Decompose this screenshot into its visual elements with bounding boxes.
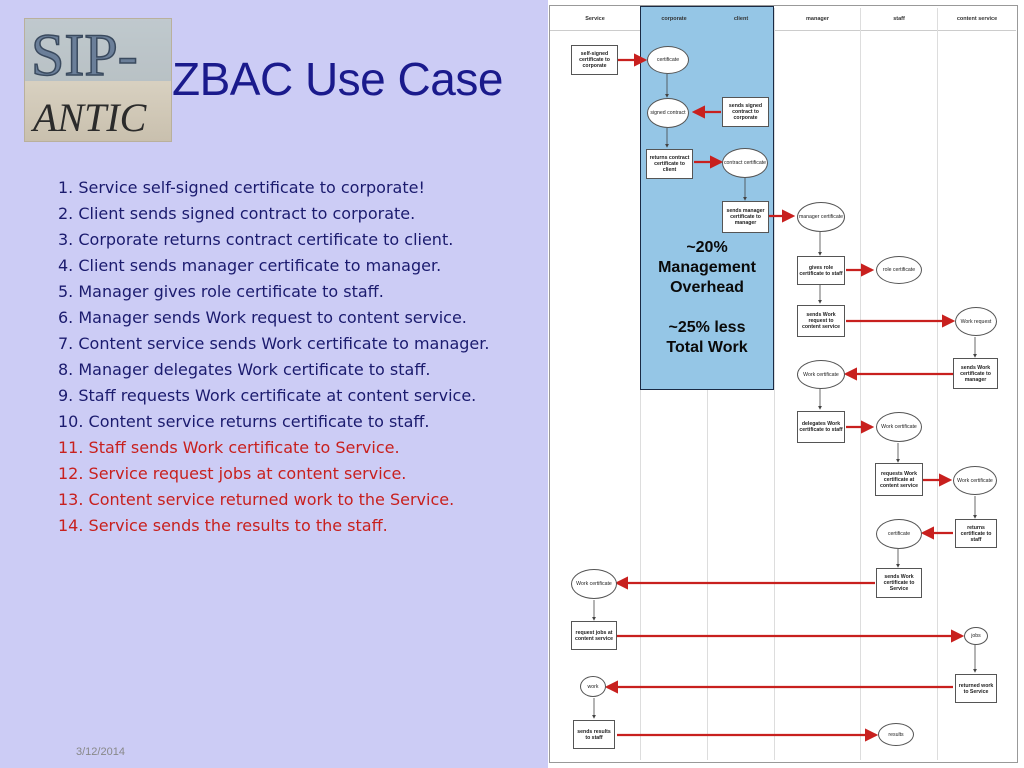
node-request-jobs: request jobs at content service [571,621,617,650]
node-role-certificate: role certificate [876,256,922,284]
node-sends-manager-certificate: sends manager certificate to manager [722,201,769,233]
step-item: 7. Content service sends Work certificate to manager. [58,334,490,353]
node-signed-contract: signed contract [647,98,689,128]
node-work-certificate-manager: Work certificate [797,360,845,389]
column-header-service: Service [585,16,605,22]
node-gives-role-certificate: gives role certificate to staff [797,256,845,285]
node-sends-signed-contract: sends signed contract to corporate [722,97,769,127]
step-item: 9. Staff requests Work certificate at content service. [58,386,477,405]
node-sends-work-request: sends Work request to content service [797,305,845,337]
slide-date: 3/12/2014 [76,746,125,758]
step-item-highlight: 11. Staff sends Work certificate to Service. [58,438,400,457]
node-returns-contract-certificate: returns contract certificate to client [646,149,693,179]
step-item: 6. Manager sends Work request to content service. [58,308,467,327]
node-sends-work-certificate-manager: sends Work certificate to manager [953,358,998,389]
node-requests-work-certificate: requests Work certificate at content service [875,463,923,496]
node-contract-certificate: contract certificate [722,148,768,178]
column-header-corporate: corporate [661,16,687,22]
step-item-highlight: 14. Service sends the results to the staff. [58,516,388,535]
node-sends-work-certificate-service: sends Work certificate to Service [876,568,922,598]
node-results: results [878,723,914,746]
step-item: 10. Content service returns certificate to staff. [58,412,430,431]
step-item: 2. Client sends signed contract to corporate. [58,204,416,223]
column-header-manager: manager [806,16,829,22]
node-returns-certificate: returns certificate to staff [955,519,997,548]
overhead-line-1: ~20% [686,239,728,256]
column-header-staff: staff [893,16,905,22]
step-item: 1. Service self-signed certificate to corporate! [58,178,425,197]
node-manager-certificate: manager certificate [797,202,845,232]
overhead-line-4: ~25% less [668,319,746,336]
node-certificate: certificate [647,46,689,74]
step-item: 5. Manager gives role certificate to staff. [58,282,384,301]
node-work-request: Work request [955,307,997,336]
node-work-certificate-staff: Work certificate [876,412,922,442]
step-item-highlight: 13. Content service returned work to the Service. [58,490,455,509]
node-delegates-work-certificate: delegates Work certificate to staff [797,411,845,443]
step-item: 4. Client sends manager certificate to manager. [58,256,442,275]
overhead-line-3: Overhead [670,279,744,296]
logo-top-text: SIP- [31,22,138,88]
node-returned-work: returned work to Service [955,674,997,703]
page-title: ZBAC Use Case [172,53,503,105]
step-item-highlight: 12. Service request jobs at content service. [58,464,407,483]
logo-bottom-text: ANTIC [33,95,147,140]
node-work-certificate-content-service: Work certificate [953,466,997,495]
node-jobs: jobs [964,627,988,645]
node-work: work [580,676,606,697]
overhead-annotation [640,238,774,358]
overhead-line-2: Management [658,259,756,276]
overhead-line-5: Total Work [666,339,748,356]
node-self-signed-certificate: self-signed certificate to corporate [571,45,618,75]
node-work-certificate-service: Work certificate [571,569,617,599]
step-item: 8. Manager delegates Work certificate to staff. [58,360,431,379]
step-item: 3. Corporate returns contract certificate to client. [58,230,454,249]
column-header-client: client [733,16,749,22]
node-certificate-staff: certificate [876,519,922,549]
column-header-content-service: content service [956,16,998,22]
node-sends-results: sends results to staff [573,720,615,749]
